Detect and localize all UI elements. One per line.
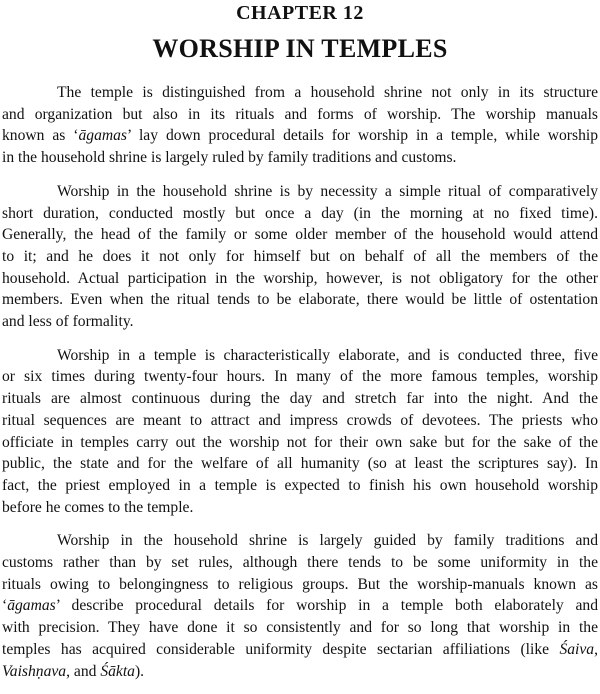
text-line: ritual sequences are meant to attract and impress crowds of devotees. The priests who xyxy=(2,411,598,429)
text-line: Generally, the head of the family or some older member of the household would attend xyxy=(2,226,598,244)
text-line: customs rather than by set rules, although there tends to be some uniformity in the xyxy=(2,554,598,572)
text-line: Worship in the household shrine is by necessity a simple ritual of comparatively xyxy=(57,182,598,200)
paragraph xyxy=(2,181,598,333)
paragraph xyxy=(2,345,598,519)
text-line: officiate in temples carry out the worship not for their own sake but for the sake of the xyxy=(2,433,598,451)
text-line: temples has acquired considerable uniformity despite sectarian affiliations (like Śaiva, xyxy=(2,640,598,658)
text-line: public, the state and for the welfare of all humanity (so at least the scriptures say). In xyxy=(2,455,598,473)
chapter-label: CHAPTER 12 xyxy=(236,2,364,24)
text-line: rituals owing to belongingness to religious groups. But the worship-manuals known as xyxy=(2,575,598,593)
text-line: or six times during twenty-four hours. In many of the more famous temples, worship xyxy=(2,368,598,386)
text-line: short duration, conducted mostly but once a day (in the morning at no fixed time). xyxy=(2,204,598,222)
text-line: household. Actual participation in the worship, however, is not obligatory for the other xyxy=(2,269,598,287)
text-line: with precision. They have done it so consistently and for so long that worship in the xyxy=(2,619,598,637)
text-line: The temple is distinguished from a household shrine not only in its structure xyxy=(57,84,598,101)
text-line: Worship in the household shrine is largely guided by family traditions and xyxy=(57,532,598,550)
text-line: known as ‘āgamas’ lay down procedural details for worship in a temple, while worship xyxy=(2,127,598,145)
text-line: in the household shrine is largely ruled by family traditions and customs. xyxy=(2,149,457,167)
chapter-body xyxy=(2,82,598,694)
chapter-title: WORSHIP IN TEMPLES xyxy=(152,34,448,63)
text-line: members. Even when the ritual tends to be elaborate, there would be little of ostentation xyxy=(2,291,598,309)
text-line: fact, the priest employed in a temple is expected to finish his own household worship xyxy=(2,476,598,494)
text-line: and organization but also in its rituals and forms of worship. The worship manuals xyxy=(2,105,598,123)
text-line: ‘āgamas’ describe procedural details for worship in a temple both elaborately and xyxy=(2,597,598,615)
paragraph xyxy=(2,82,598,169)
text-line: Vaishṇava, and Śākta). xyxy=(2,662,145,680)
text-line: rituals are almost continuous during the day and stretch far into the night. And the xyxy=(2,390,598,408)
text-line: and less of formality. xyxy=(2,313,134,331)
text-line: to it; and he does it not only for himself but on behalf of all the members of the xyxy=(2,247,598,265)
text-line: before he comes to the temple. xyxy=(2,498,194,516)
paragraph xyxy=(2,530,598,682)
text-line: Worship in a temple is characteristically elaborate, and is conducted three, five xyxy=(57,346,598,364)
